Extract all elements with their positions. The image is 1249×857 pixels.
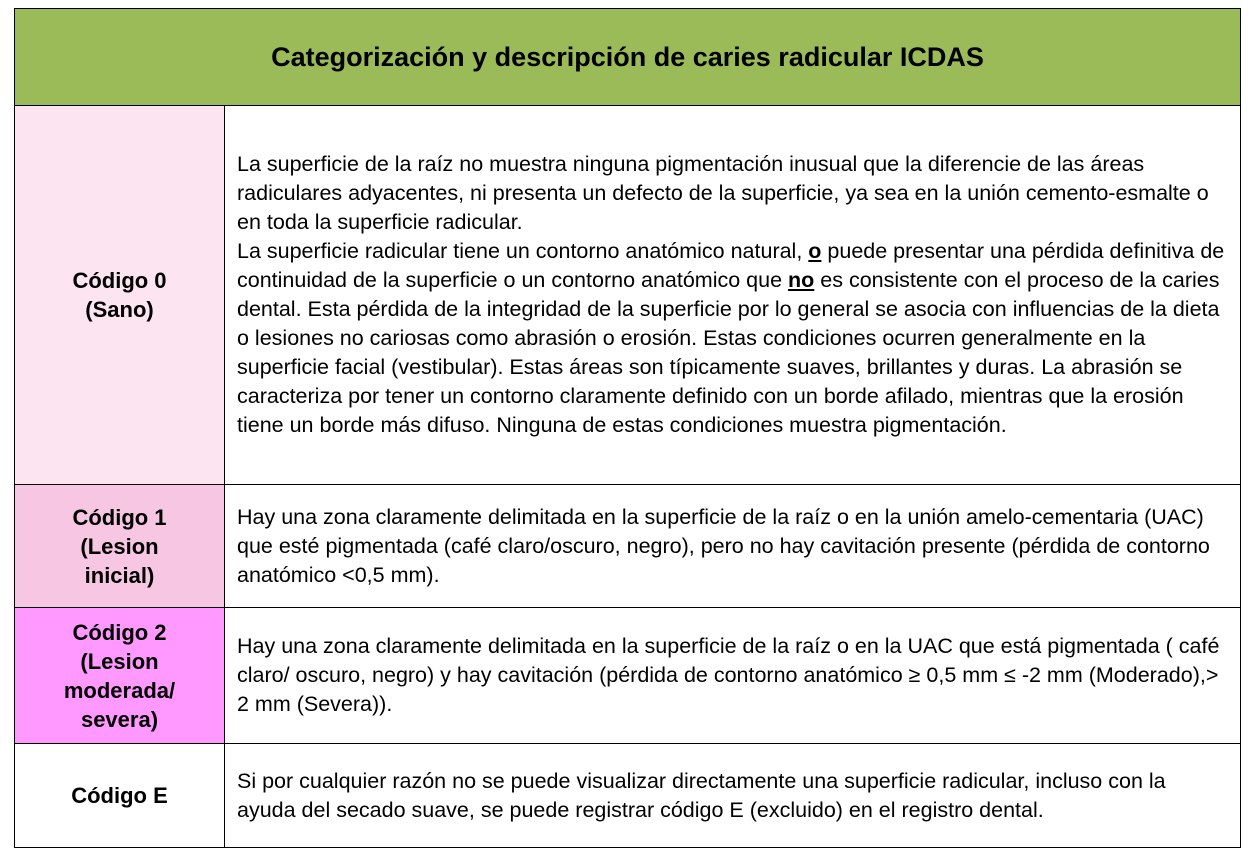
- code-cell: [15, 608, 225, 743]
- table-row: [15, 485, 1240, 608]
- description-cell: [225, 608, 1240, 743]
- code-sublabel: severa): [80, 706, 159, 732]
- code-sublabel: inicial): [84, 562, 155, 588]
- description-paragraph: La superficie de la raíz no muestra ninguna pigmentación inusual que la diferencie de las áreas radiculares adyacentes, ni presenta un defecto de la superficie, ya sea en la unión cemento-esmalte o en toda la superficie radicular.: [237, 152, 1209, 234]
- description-paragraph: Si por cualquier razón no se puede visualizar directamente una superficie radicular, incluso con la ayuda del secado suave, se puede registrar código E (excluido) en el registro dental.: [237, 768, 1166, 822]
- description-cell: [225, 106, 1240, 484]
- table-row: [15, 744, 1240, 847]
- emphasis-word: o: [808, 239, 822, 263]
- code-cell: [15, 744, 225, 847]
- description-paragraph: [237, 237, 1230, 440]
- table-row: [15, 608, 1240, 744]
- description-paragraph: Hay una zona claramente delimitada en la superficie de la raíz o en la unión amelo-cementaria (UAC) que esté pigmentada (café claro/oscuro, negro), pero no hay cavitación presente (pérdida de contorno anatómico <0,5 mm).: [237, 504, 1210, 587]
- code-label: Código E: [71, 783, 168, 808]
- emphasis-word: no: [788, 268, 815, 292]
- code-cell: [15, 485, 225, 607]
- code-cell: [15, 106, 225, 484]
- code-sublabel: (Sano): [85, 297, 154, 322]
- code-label: Código 0: [72, 268, 167, 293]
- description-text: La superficie radicular tiene un contorno anatómico natural,: [237, 239, 803, 263]
- description-cell: [225, 744, 1240, 847]
- code-label: Código 2: [72, 619, 167, 645]
- icdas-table: [14, 8, 1241, 848]
- description-cell: [225, 485, 1240, 607]
- description-paragraph: Hay una zona claramente delimitada en la superficie de la raíz o en la UAC que está pigmentada ( café claro/ oscuro, negro) y hay cavitación (pérdida de contorno anatómico ≥ 0,5 mm ≤ -2 mm (Moderado),> 2 mm (Severa)).: [237, 634, 1220, 716]
- code-sublabel: moderada/: [63, 677, 176, 703]
- code-sublabel: (Lesion: [80, 533, 159, 559]
- description-text: puede presentar una pérdida definitiva de continuidad de la superficie o un contorno anatómico que: [237, 239, 1225, 292]
- description-text: es consistente con el proceso de la caries dental. Esta pérdida de la integridad de la superficie por lo general se asocia con influencias de la dieta o lesiones no cariosas como abrasión o erosión. Estas condiciones ocurren generalmente en la superficie facial (vestibular). Estas áreas son típicamente suaves, brillantes y duras. La abrasión se caracteriza por tener un contorno claramente definido con un borde afilado, mientras que la erosión tiene un borde más difuso. Ninguna de estas condiciones muestra pigmentación.: [237, 268, 1220, 437]
- table-row: [15, 106, 1240, 485]
- code-label: Código 1: [72, 504, 167, 530]
- table-title: Categorización y descripción de caries radicular ICDAS: [15, 9, 1240, 106]
- code-sublabel: (Lesion: [80, 648, 159, 674]
